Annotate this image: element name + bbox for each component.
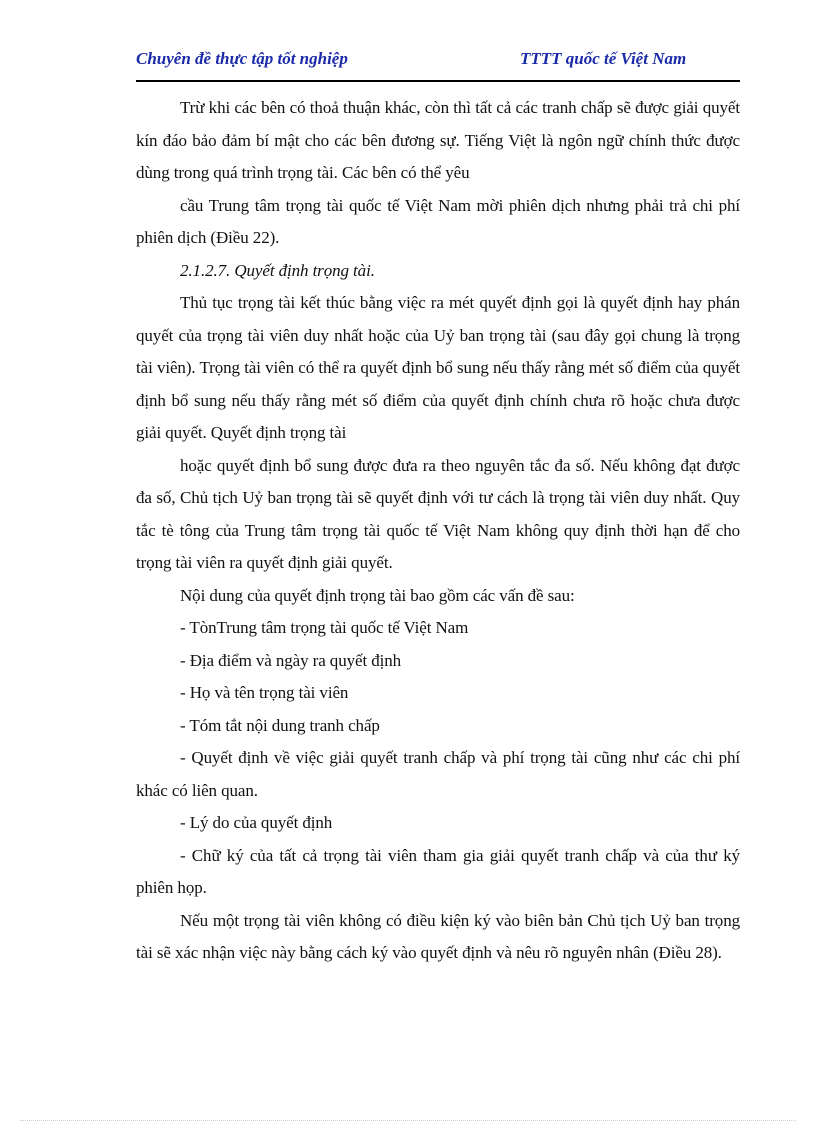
list-item: - Họ và tên trọng tài viên	[180, 683, 349, 702]
list-item: - Lý do của quyết định	[180, 813, 333, 832]
paragraph-majority-rule: hoặc quyết định bổ sung được đưa ra theo nguyên tắc đa số. Nếu không đạt được đa số, Chủ tịch Uỷ ban trọng tài sẽ quyết định với tư cách là trọng tài viên duy nhất. Quy tắc tè tông của Trung tâm trọng tài quốc tế Việt Nam không quy định thời hạn để cho trọng tài viên ra quyết định giải quyết.	[136, 455, 740, 572]
document-body	[136, 92, 740, 970]
paragraph-confidentiality: Trừ khi các bên có thoả thuận khác, còn thì tất cả các tranh chấp sẽ được giải quyết kín đáo bảo đảm bí mật cho các bên đương sự. Tiếng Việt là ngôn ngữ chính thức được dùng trong quá trình trọng tài. Các bên có thể yêu	[136, 98, 740, 182]
list-item: - TònTrung tâm trọng tài quốc tế Việt Nam	[180, 618, 469, 637]
list-item: - Chữ ký của tất cả trọng tài viên tham gia giải quyết tranh chấp và của thư ký phiên họp.	[136, 845, 740, 897]
header-right-title: TTTT quốc tế Việt Nam	[520, 49, 687, 68]
header-rule	[136, 80, 740, 82]
paragraph-interpreter: cầu Trung tâm trọng tài quốc tế Việt Nam mời phiên dịch nhưng phải trả chi phí phiên dịch (Điều 22).	[136, 195, 740, 247]
list-item: - Tóm tắt nội dung tranh chấp	[180, 715, 380, 735]
page-header	[136, 49, 740, 71]
header-left-title: Chuyên đề thực tập tốt nghiệp	[136, 49, 348, 68]
paragraph-signature-rule: Nếu một trọng tài viên không có điều kiện ký vào biên bản Chủ tịch Uỷ ban trọng tài sẽ xác nhận việc này bằng cách ký vào quyết định và nêu rõ nguyên nhân (Điều 28).	[136, 910, 740, 962]
paragraph-award-procedure: Thủ tục trọng tài kết thúc bằng việc ra mét quyết định gọi là quyết định hay phán quyết của trọng tài viên duy nhất hoặc của Uỷ ban trọng tài (sau đây gọi chung là trọng tài viên). Trọng tài viên có thể ra quyết định bổ sung nếu thấy rằng mét số điểm của quyết định bổ sung nếu thấy rằng mét số điểm của quyết định chính chưa rõ hoặc chưa được giải quyết. Quyết định trọng tài	[136, 293, 740, 442]
list-item: - Quyết định về việc giải quyết tranh chấp và phí trọng tài cũng như các chi phí khác có liên quan.	[136, 748, 740, 800]
footer-divider	[20, 1120, 796, 1121]
paragraph-award-contents: Nội dung của quyết định trọng tài bao gồm các vấn đề sau:	[180, 585, 575, 605]
section-heading: 2.1.2.7. Quyết định trọng tài.	[180, 260, 375, 280]
list-item: - Địa điểm và ngày ra quyết định	[180, 650, 402, 670]
